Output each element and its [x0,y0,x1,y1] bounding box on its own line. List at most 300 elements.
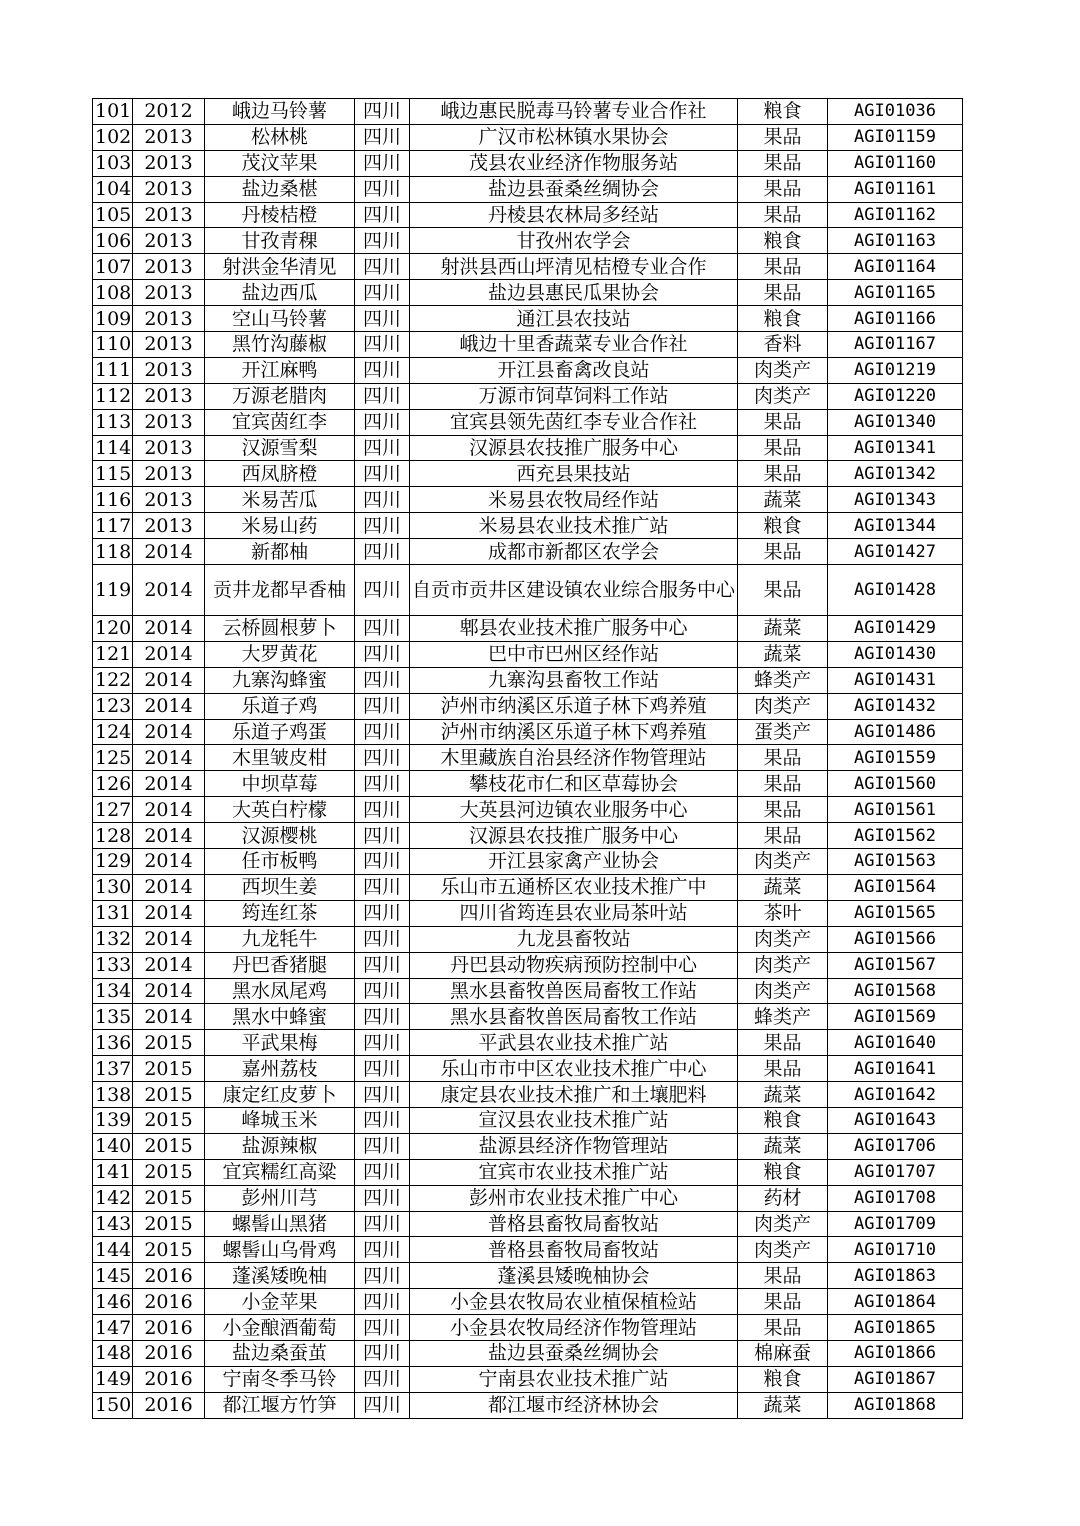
province-cell: 四川 [355,823,410,849]
registration-code-cell: AGI01220 [828,383,963,409]
registration-code-cell: AGI01162 [828,202,963,228]
year-cell: 2014 [133,1004,205,1030]
product-name-cell: 西坝生姜 [205,874,355,900]
year-cell: 2015 [133,1185,205,1211]
row-number-cell: 106 [93,228,133,254]
product-name-cell: 甘孜青稞 [205,228,355,254]
province-cell: 四川 [355,771,410,797]
registration-code-cell: AGI01160 [828,150,963,176]
category-cell: 棉麻蚕 [738,1340,828,1366]
category-cell: 果品 [738,797,828,823]
category-cell: 果品 [738,461,828,487]
registration-code-cell: AGI01865 [828,1315,963,1341]
year-cell: 2016 [133,1340,205,1366]
category-cell: 果品 [738,254,828,280]
row-number-cell: 114 [93,435,133,461]
applicant-organization-cell: 蓬溪县矮晚柚协会 [410,1263,738,1289]
category-cell: 蜂类产 [738,667,828,693]
table-row [93,823,963,849]
row-number-cell: 148 [93,1340,133,1366]
table-row [93,539,963,565]
row-number-cell: 146 [93,1289,133,1315]
registration-code-cell: AGI01569 [828,1004,963,1030]
product-name-cell: 九寨沟蜂蜜 [205,667,355,693]
table-row [93,1185,963,1211]
table-row [93,874,963,900]
product-name-cell: 小金苹果 [205,1289,355,1315]
category-cell: 果品 [738,771,828,797]
category-cell: 果品 [738,1263,828,1289]
category-cell: 果品 [738,823,828,849]
registration-code-cell: AGI01036 [828,99,963,125]
product-name-cell: 丹巴香猪腿 [205,952,355,978]
category-cell: 肉类产 [738,383,828,409]
province-cell: 四川 [355,99,410,125]
province-cell: 四川 [355,150,410,176]
province-cell: 四川 [355,926,410,952]
applicant-organization-cell: 小金县农牧局经济作物管理站 [410,1315,738,1341]
row-number-cell: 145 [93,1263,133,1289]
row-number-cell: 130 [93,874,133,900]
year-cell: 2013 [133,280,205,306]
category-cell: 果品 [738,280,828,306]
registration-code-cell: AGI01566 [828,926,963,952]
year-cell: 2015 [133,1237,205,1263]
row-number-cell: 136 [93,1030,133,1056]
row-number-cell: 133 [93,952,133,978]
table-row [93,1237,963,1263]
category-cell: 香料 [738,332,828,358]
row-number-cell: 132 [93,926,133,952]
registration-code-cell: AGI01562 [828,823,963,849]
category-cell: 果品 [738,435,828,461]
applicant-organization-cell: 盐边县惠民瓜果协会 [410,280,738,306]
product-name-cell: 峰城玉米 [205,1107,355,1133]
province-cell: 四川 [355,874,410,900]
category-cell: 肉类产 [738,357,828,383]
registration-code-cell: AGI01344 [828,513,963,539]
row-number-cell: 105 [93,202,133,228]
category-cell: 果品 [738,745,828,771]
row-number-cell: 125 [93,745,133,771]
applicant-organization-cell: 宜宾市农业技术推广站 [410,1159,738,1185]
product-name-cell: 万源老腊肉 [205,383,355,409]
province-cell: 四川 [355,978,410,1004]
year-cell: 2013 [133,254,205,280]
applicant-organization-cell: 康定县农业技术推广和土壤肥料 [410,1082,738,1108]
row-number-cell: 123 [93,693,133,719]
row-number-cell: 124 [93,719,133,745]
table-row [93,797,963,823]
province-cell: 四川 [355,1004,410,1030]
applicant-organization-cell: 四川省筠连县农业局茶叶站 [410,900,738,926]
table-row [93,1392,963,1418]
table-row [93,1340,963,1366]
row-number-cell: 128 [93,823,133,849]
row-number-cell: 110 [93,332,133,358]
category-cell: 果品 [738,1030,828,1056]
year-cell: 2014 [133,900,205,926]
table-row [93,952,963,978]
applicant-organization-cell: 成都市新都区农学会 [410,539,738,565]
registration-code-cell: AGI01640 [828,1030,963,1056]
applicant-organization-cell: 自贡市贡井区建设镇农业综合服务中心 [410,565,738,616]
applicant-organization-cell: 丹棱县农林局多经站 [410,202,738,228]
table-row [93,461,963,487]
row-number-cell: 113 [93,409,133,435]
row-number-cell: 101 [93,99,133,125]
province-cell: 四川 [355,254,410,280]
category-cell: 果品 [738,124,828,150]
table-row [93,693,963,719]
year-cell: 2014 [133,797,205,823]
year-cell: 2014 [133,874,205,900]
province-cell: 四川 [355,124,410,150]
product-name-cell: 丹棱桔橙 [205,202,355,228]
row-number-cell: 139 [93,1107,133,1133]
category-cell: 果品 [738,1056,828,1082]
applicant-organization-cell: 甘孜州农学会 [410,228,738,254]
province-cell: 四川 [355,952,410,978]
registration-code-cell: AGI01432 [828,693,963,719]
row-number-cell: 118 [93,539,133,565]
registration-code-cell: AGI01486 [828,719,963,745]
row-number-cell: 137 [93,1056,133,1082]
product-name-cell: 米易苦瓜 [205,487,355,513]
table-row [93,1263,963,1289]
category-cell: 蛋类产 [738,719,828,745]
category-cell: 果品 [738,202,828,228]
product-name-cell: 盐边桑椹 [205,176,355,202]
province-cell: 四川 [355,461,410,487]
province-cell: 四川 [355,1340,410,1366]
year-cell: 2013 [133,357,205,383]
applicant-organization-cell: 小金县农牧局农业植保植检站 [410,1289,738,1315]
row-number-cell: 115 [93,461,133,487]
row-number-cell: 116 [93,487,133,513]
province-cell: 四川 [355,383,410,409]
category-cell: 粮食 [738,1159,828,1185]
row-number-cell: 126 [93,771,133,797]
year-cell: 2013 [133,202,205,228]
category-cell: 肉类产 [738,1237,828,1263]
province-cell: 四川 [355,745,410,771]
province-cell: 四川 [355,616,410,642]
province-cell: 四川 [355,1030,410,1056]
year-cell: 2016 [133,1315,205,1341]
category-cell: 蔬菜 [738,487,828,513]
product-name-cell: 九龙牦牛 [205,926,355,952]
category-cell: 粮食 [738,306,828,332]
table-row [93,745,963,771]
province-cell: 四川 [355,1237,410,1263]
product-name-cell: 任市板鸭 [205,849,355,875]
registration-code-cell: AGI01709 [828,1211,963,1237]
registration-code-cell: AGI01710 [828,1237,963,1263]
product-name-cell: 康定红皮萝卜 [205,1082,355,1108]
year-cell: 2012 [133,99,205,125]
product-name-cell: 宁南冬季马铃 [205,1366,355,1392]
registration-code-cell: AGI01431 [828,667,963,693]
year-cell: 2014 [133,667,205,693]
product-name-cell: 盐边西瓜 [205,280,355,306]
table-row [93,1082,963,1108]
applicant-organization-cell: 盐边县蚕桑丝绸协会 [410,176,738,202]
registration-code-cell: AGI01561 [828,797,963,823]
registration-code-cell: AGI01706 [828,1133,963,1159]
province-cell: 四川 [355,1289,410,1315]
category-cell: 蔬菜 [738,641,828,667]
row-number-cell: 127 [93,797,133,823]
table-row [93,565,963,616]
registration-code-cell: AGI01342 [828,461,963,487]
year-cell: 2013 [133,124,205,150]
category-cell: 果品 [738,409,828,435]
registration-code-cell: AGI01340 [828,409,963,435]
product-name-cell: 乐道子鸡 [205,693,355,719]
product-name-cell: 茂汶苹果 [205,150,355,176]
product-name-cell: 宜宾糯红高粱 [205,1159,355,1185]
province-cell: 四川 [355,228,410,254]
registration-code-cell: AGI01164 [828,254,963,280]
product-name-cell: 西凤脐橙 [205,461,355,487]
registration-code-cell: AGI01864 [828,1289,963,1315]
category-cell: 肉类产 [738,849,828,875]
table-row [93,150,963,176]
category-cell: 蔬菜 [738,1082,828,1108]
year-cell: 2013 [133,228,205,254]
table-row [93,254,963,280]
year-cell: 2013 [133,150,205,176]
province-cell: 四川 [355,539,410,565]
registration-code-cell: AGI01559 [828,745,963,771]
applicant-organization-cell: 丹巴县动物疾病预防控制中心 [410,952,738,978]
applicant-organization-cell: 平武县农业技术推广站 [410,1030,738,1056]
year-cell: 2015 [133,1133,205,1159]
table-row [93,641,963,667]
table-row [93,771,963,797]
product-name-cell: 大英白柠檬 [205,797,355,823]
table-row [93,616,963,642]
year-cell: 2014 [133,823,205,849]
registration-code-cell: AGI01166 [828,306,963,332]
province-cell: 四川 [355,667,410,693]
row-number-cell: 103 [93,150,133,176]
product-name-cell: 筠连红茶 [205,900,355,926]
year-cell: 2015 [133,1082,205,1108]
year-cell: 2014 [133,771,205,797]
applicant-organization-cell: 宜宾县领先茵红李专业合作社 [410,409,738,435]
applicant-organization-cell: 乐山市市中区农业技术推广中心 [410,1056,738,1082]
applicant-organization-cell: 巴中市巴州区经作站 [410,641,738,667]
row-number-cell: 111 [93,357,133,383]
row-number-cell: 120 [93,616,133,642]
registration-code-cell: AGI01163 [828,228,963,254]
registration-code-cell: AGI01642 [828,1082,963,1108]
province-cell: 四川 [355,1056,410,1082]
applicant-organization-cell: 万源市饲草饲料工作站 [410,383,738,409]
product-name-cell: 米易山药 [205,513,355,539]
year-cell: 2013 [133,487,205,513]
province-cell: 四川 [355,1392,410,1418]
registration-code-cell: AGI01429 [828,616,963,642]
registration-code-cell: AGI01564 [828,874,963,900]
applicant-organization-cell: 宣汉县农业技术推广站 [410,1107,738,1133]
province-cell: 四川 [355,280,410,306]
category-cell: 粮食 [738,1107,828,1133]
product-name-cell: 空山马铃薯 [205,306,355,332]
registration-code-cell: AGI01707 [828,1159,963,1185]
category-cell: 粮食 [738,228,828,254]
province-cell: 四川 [355,409,410,435]
year-cell: 2014 [133,849,205,875]
category-cell: 蔬菜 [738,874,828,900]
row-number-cell: 119 [93,565,133,616]
category-cell: 肉类产 [738,1211,828,1237]
year-cell: 2013 [133,461,205,487]
registration-code-cell: AGI01341 [828,435,963,461]
row-number-cell: 147 [93,1315,133,1341]
category-cell: 肉类产 [738,926,828,952]
product-name-cell: 乐道子鸡蛋 [205,719,355,745]
year-cell: 2013 [133,306,205,332]
year-cell: 2016 [133,1263,205,1289]
table-row [93,357,963,383]
table-row [93,900,963,926]
row-number-cell: 141 [93,1159,133,1185]
table-row [93,1366,963,1392]
registration-code-cell: AGI01428 [828,565,963,616]
product-name-cell: 汉源雪梨 [205,435,355,461]
year-cell: 2015 [133,1211,205,1237]
table-row [93,176,963,202]
row-number-cell: 104 [93,176,133,202]
table-row [93,332,963,358]
year-cell: 2013 [133,332,205,358]
row-number-cell: 140 [93,1133,133,1159]
province-cell: 四川 [355,900,410,926]
registration-code-cell: AGI01641 [828,1056,963,1082]
product-name-cell: 宜宾茵红李 [205,409,355,435]
row-number-cell: 108 [93,280,133,306]
row-number-cell: 134 [93,978,133,1004]
product-name-cell: 小金酿酒葡萄 [205,1315,355,1341]
province-cell: 四川 [355,1211,410,1237]
registration-code-cell: AGI01430 [828,641,963,667]
province-cell: 四川 [355,176,410,202]
product-name-cell: 峨边马铃薯 [205,99,355,125]
year-cell: 2014 [133,616,205,642]
row-number-cell: 143 [93,1211,133,1237]
registration-code-cell: AGI01866 [828,1340,963,1366]
category-cell: 肉类产 [738,693,828,719]
province-cell: 四川 [355,1082,410,1108]
province-cell: 四川 [355,565,410,616]
table-row [93,1004,963,1030]
product-name-cell: 大罗黄花 [205,641,355,667]
table-row [93,306,963,332]
year-cell: 2015 [133,1159,205,1185]
registration-code-cell: AGI01343 [828,487,963,513]
row-number-cell: 131 [93,900,133,926]
table-row [93,124,963,150]
table-row [93,99,963,125]
year-cell: 2013 [133,435,205,461]
applicant-organization-cell: 射洪县西山坪清见桔橙专业合作 [410,254,738,280]
province-cell: 四川 [355,357,410,383]
category-cell: 茶叶 [738,900,828,926]
product-table [92,98,963,1419]
applicant-organization-cell: 开江县家禽产业协会 [410,849,738,875]
year-cell: 2015 [133,1056,205,1082]
applicant-organization-cell: 峨边惠民脱毒马铃薯专业合作社 [410,99,738,125]
applicant-organization-cell: 彭州市农业技术推广中心 [410,1185,738,1211]
table-row [93,1133,963,1159]
product-name-cell: 贡井龙都早香柚 [205,565,355,616]
row-number-cell: 144 [93,1237,133,1263]
applicant-organization-cell: 通江县农技站 [410,306,738,332]
category-cell: 蔬菜 [738,616,828,642]
year-cell: 2014 [133,693,205,719]
province-cell: 四川 [355,202,410,228]
category-cell: 蔬菜 [738,1133,828,1159]
table-row [93,409,963,435]
row-number-cell: 107 [93,254,133,280]
applicant-organization-cell: 大英县河边镇农业服务中心 [410,797,738,823]
year-cell: 2014 [133,565,205,616]
row-number-cell: 138 [93,1082,133,1108]
year-cell: 2013 [133,383,205,409]
province-cell: 四川 [355,849,410,875]
row-number-cell: 117 [93,513,133,539]
applicant-organization-cell: 米易县农牧局经作站 [410,487,738,513]
product-name-cell: 蓬溪矮晚柚 [205,1263,355,1289]
category-cell: 肉类产 [738,952,828,978]
category-cell: 果品 [738,1289,828,1315]
applicant-organization-cell: 木里藏族自治县经济作物管理站 [410,745,738,771]
row-number-cell: 122 [93,667,133,693]
category-cell: 果品 [738,539,828,565]
year-cell: 2016 [133,1289,205,1315]
year-cell: 2014 [133,926,205,952]
category-cell: 蜂类产 [738,1004,828,1030]
province-cell: 四川 [355,797,410,823]
year-cell: 2015 [133,1030,205,1056]
table-row [93,228,963,254]
table-row [93,202,963,228]
table-row [93,383,963,409]
registration-code-cell: AGI01863 [828,1263,963,1289]
applicant-organization-cell: 汉源县农技推广服务中心 [410,435,738,461]
registration-code-cell: AGI01219 [828,357,963,383]
province-cell: 四川 [355,693,410,719]
table-row [93,280,963,306]
province-cell: 四川 [355,719,410,745]
province-cell: 四川 [355,513,410,539]
table-row [93,849,963,875]
year-cell: 2014 [133,978,205,1004]
applicant-organization-cell: 宁南县农业技术推广站 [410,1366,738,1392]
product-name-cell: 开江麻鸭 [205,357,355,383]
table-row [93,719,963,745]
year-cell: 2015 [133,1107,205,1133]
table-row [93,1107,963,1133]
table-row [93,487,963,513]
category-cell: 粮食 [738,513,828,539]
year-cell: 2014 [133,719,205,745]
registration-code-cell: AGI01560 [828,771,963,797]
applicant-organization-cell: 泸州市纳溪区乐道子林下鸡养殖 [410,719,738,745]
